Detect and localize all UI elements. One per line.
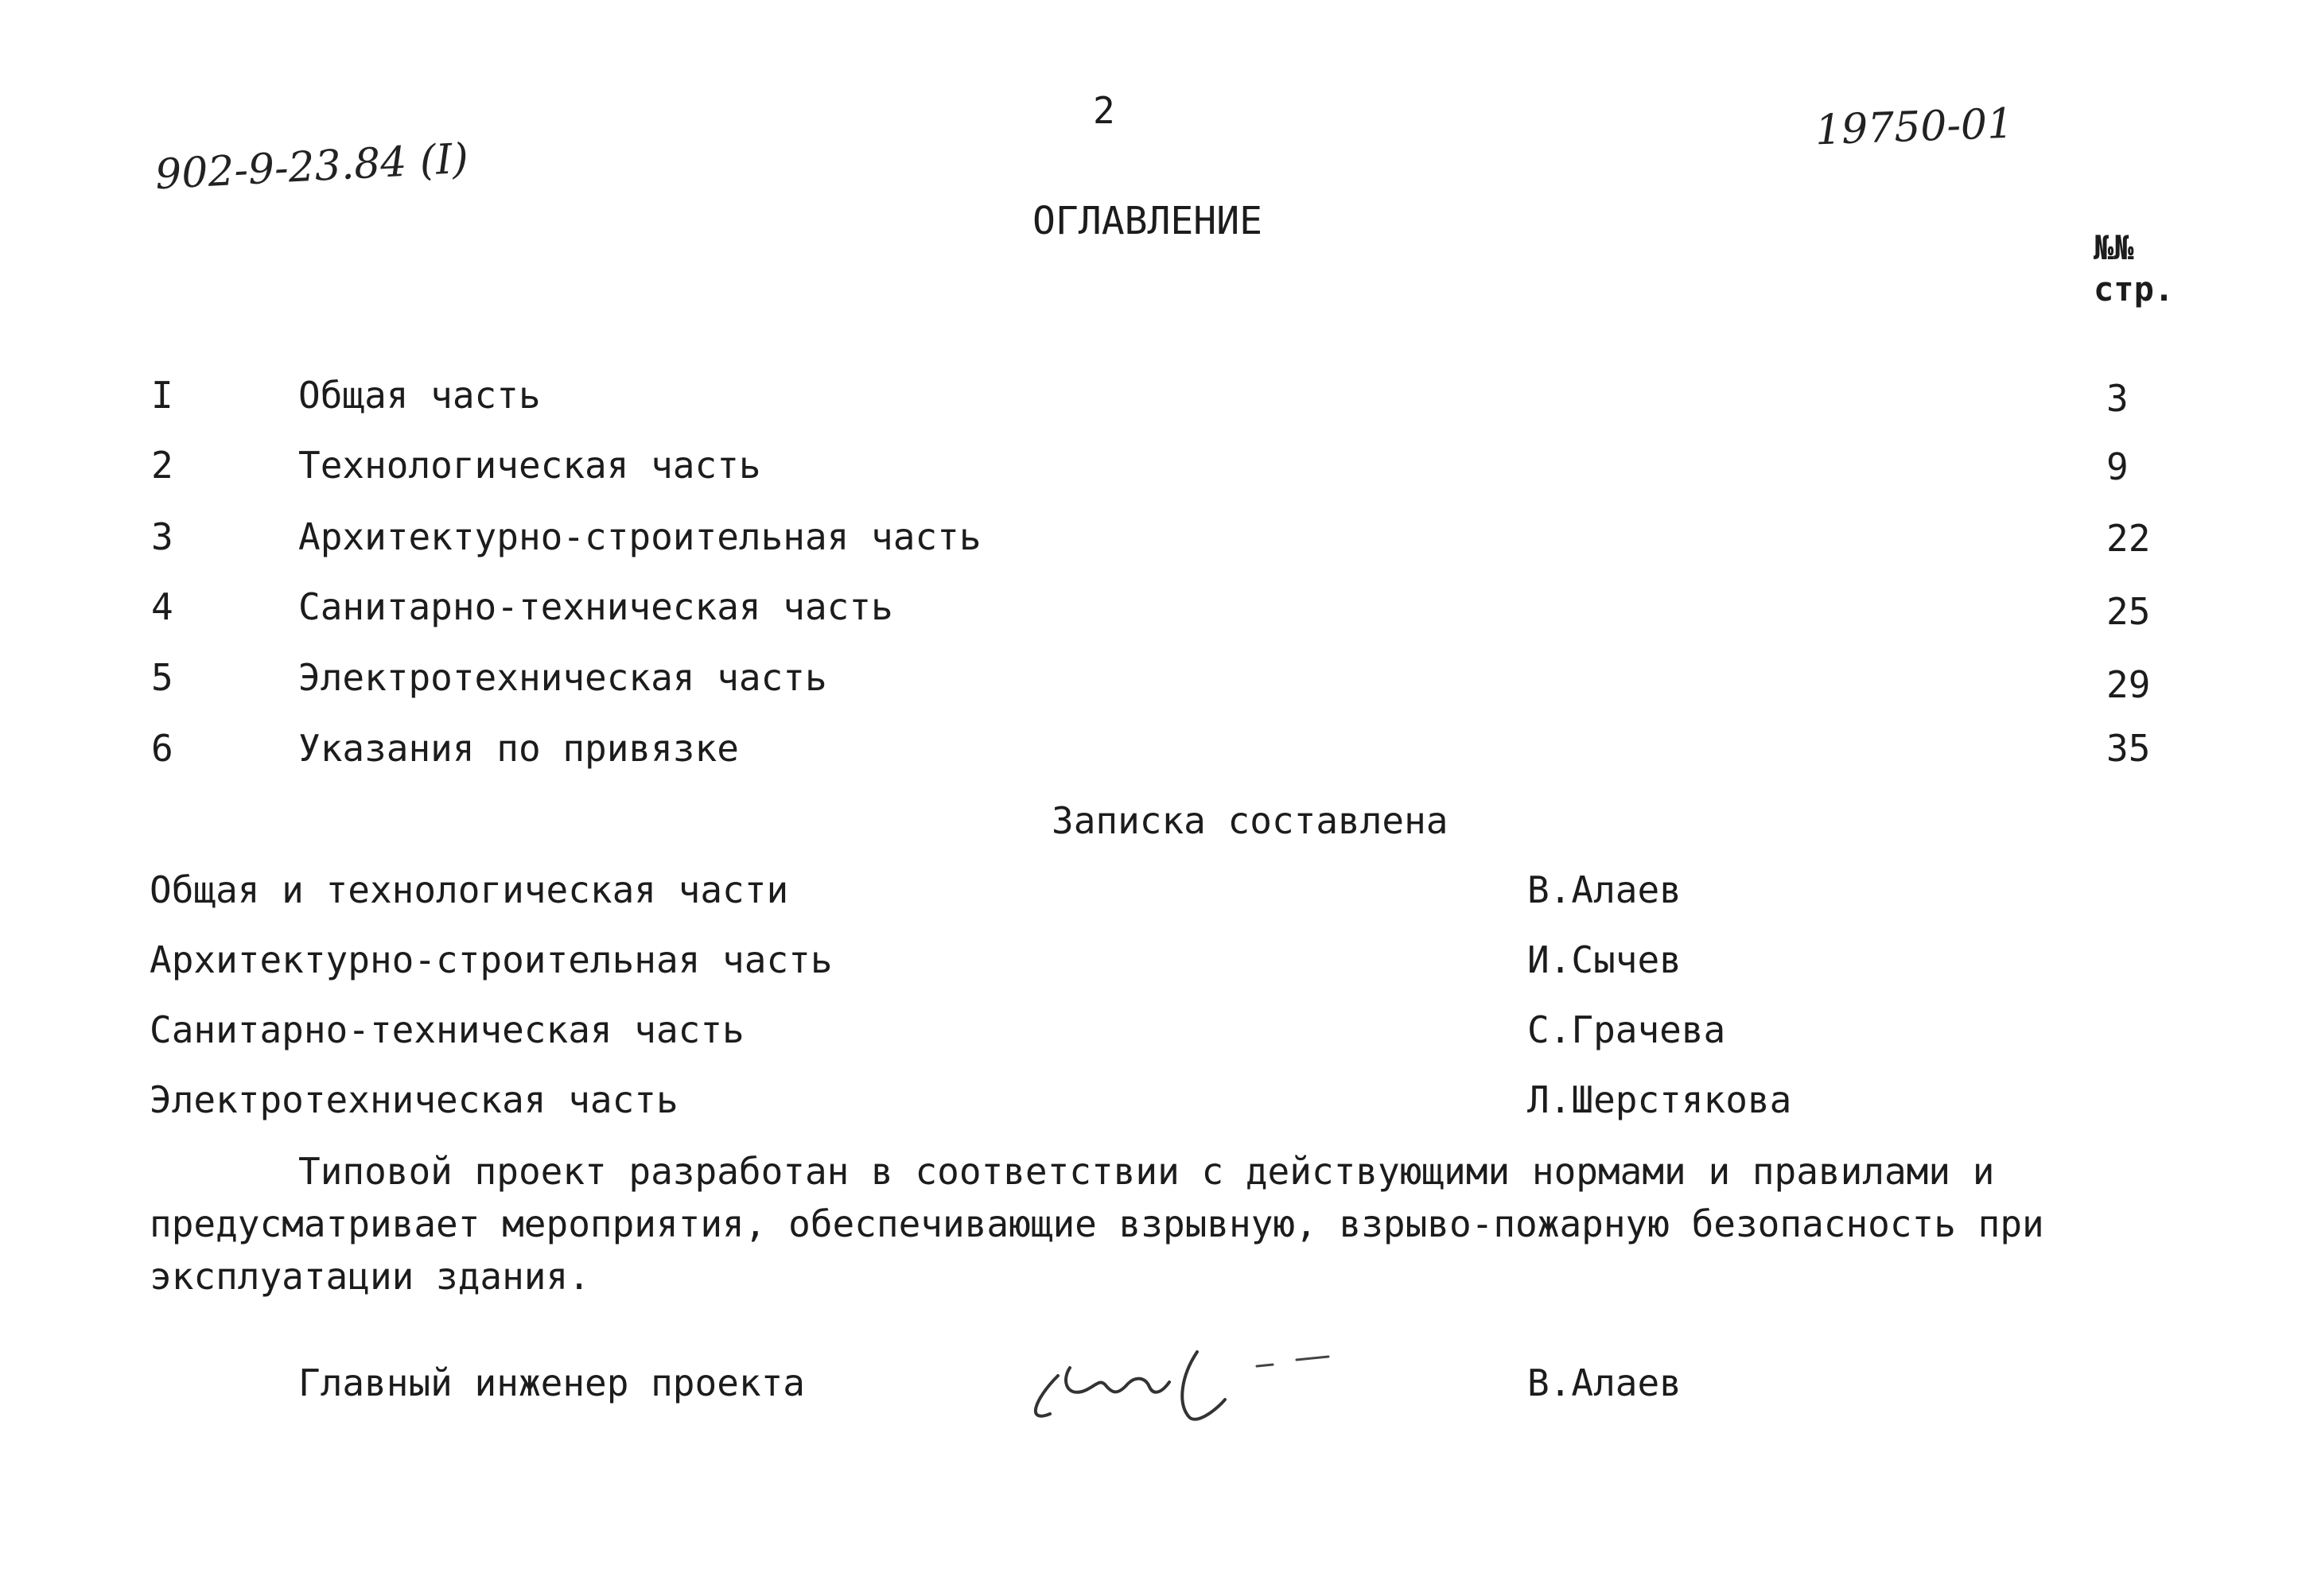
toc-row-number: 5 [151, 656, 173, 699]
toc-row-label: Санитарно-техническая часть [298, 585, 893, 628]
toc-row-page: 35 [2106, 727, 2151, 770]
toc-row-number: I [151, 374, 173, 417]
compliance-paragraph: Типовой проект разработан в соответствии с действующими нормами и правилами и предусматривает мероприятия, обеспечивающие взрывную, взрыво-пожарную безопасность при эксплуатации здания. [150, 1150, 2044, 1298]
page-number: 2 [1093, 89, 1115, 132]
page-column-header-line1: №№ [2094, 228, 2134, 267]
credit-part: Архитектурно-строительная часть [150, 938, 833, 981]
toc-row-label: Электротехническая часть [298, 656, 827, 699]
credit-part: Электротехническая часть [150, 1078, 679, 1121]
toc-row-page: 29 [2106, 663, 2151, 706]
credits-title: Записка составлена [1052, 799, 1448, 842]
credit-author: Л.Шерстякова [1527, 1078, 1792, 1121]
credit-author: В.Алаев [1527, 868, 1682, 911]
credit-author: И.Сычев [1527, 938, 1682, 981]
handwritten-signature [1026, 1320, 1360, 1431]
toc-row-page: 3 [2106, 377, 2129, 420]
credit-part: Общая и технологическая части [150, 868, 789, 911]
page-column-header [2094, 227, 2174, 310]
toc-row-label: Общая часть [298, 374, 541, 417]
page-column-header-line2: стр. [2094, 270, 2175, 309]
document-number: 19750-01 [1814, 99, 2015, 155]
toc-row-number: 2 [151, 444, 173, 487]
toc-row-label: Архитектурно-строительная часть [298, 515, 982, 558]
toc-row-page: 9 [2106, 445, 2129, 488]
toc-row-number: 6 [151, 727, 173, 770]
toc-row-page: 25 [2106, 590, 2151, 633]
credit-part: Санитарно-техническая часть [150, 1008, 745, 1051]
toc-row-number: 3 [151, 515, 173, 558]
toc-row-number: 4 [151, 585, 173, 628]
toc-row-label: Технологическая часть [298, 444, 761, 487]
signature-name: В.Алаев [1527, 1361, 1682, 1404]
credit-author: С.Грачева [1527, 1008, 1726, 1051]
signature-role: Главный инженер проекта [298, 1361, 805, 1404]
toc-row-page: 22 [2106, 517, 2151, 560]
toc-row-label: Указания по привязке [298, 727, 739, 770]
document-code: 902-9-23.84 (I) [154, 134, 470, 200]
table-of-contents-title: ОГЛАВЛЕНИЕ [1032, 199, 1262, 243]
